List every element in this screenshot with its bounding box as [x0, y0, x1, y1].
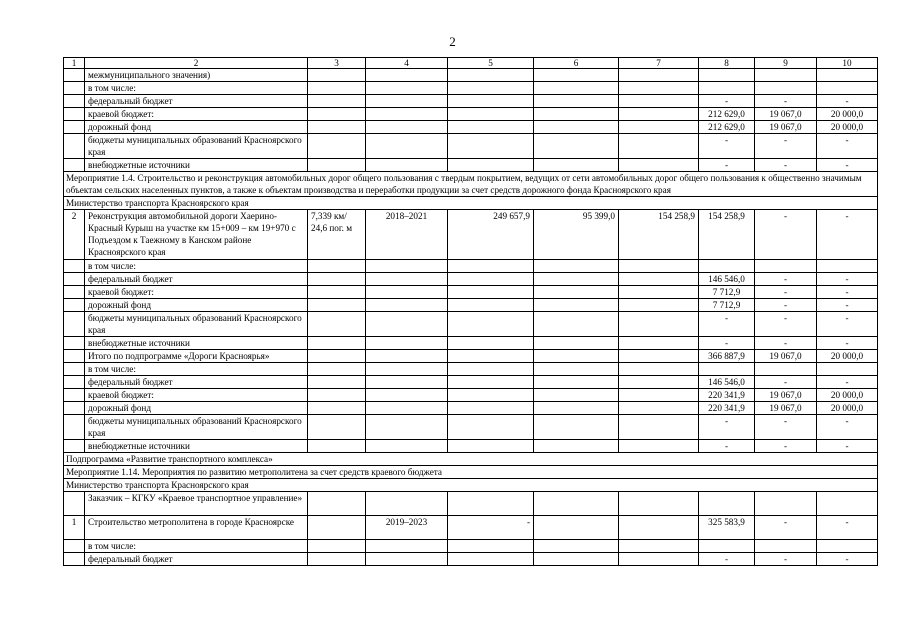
table-cell: [817, 540, 878, 553]
table-row: [64, 108, 878, 121]
table-cell: 2019–2023: [366, 516, 448, 540]
table-cell: 154 258,9: [619, 210, 699, 260]
table-cell: [366, 363, 448, 376]
table-cell: [699, 492, 755, 516]
table-cell: [308, 440, 366, 453]
table-cell: -: [755, 312, 817, 337]
table-cell: [366, 299, 448, 312]
table-cell: [534, 299, 619, 312]
table-cell: [619, 337, 699, 350]
table-cell: [366, 350, 448, 363]
table-cell: -: [699, 95, 755, 108]
table-cell: 7,339 км/ 24,6 пог. м: [308, 210, 366, 260]
table-cell: [534, 286, 619, 299]
table-cell: бюджеты муниципальных образований Красноярского края: [85, 134, 308, 159]
table-cell: [534, 134, 619, 159]
table-cell: [619, 350, 699, 363]
table-cell: 325 583,9: [699, 516, 755, 540]
table-cell: [64, 299, 85, 312]
table-cell: [366, 312, 448, 337]
table-cell: [619, 440, 699, 453]
section-row: [64, 453, 878, 466]
table-cell: [366, 540, 448, 553]
table-cell: -: [755, 210, 817, 260]
header-cell: 3: [308, 58, 366, 69]
table-cell: 154 258,9: [699, 210, 755, 260]
table-cell: [308, 492, 366, 516]
table-cell: -: [817, 210, 878, 260]
table-cell: [534, 337, 619, 350]
table-cell: [64, 95, 85, 108]
table-cell: [448, 260, 534, 273]
table-cell: -: [755, 415, 817, 440]
table-cell: [534, 121, 619, 134]
table-cell: 146 546,0: [699, 376, 755, 389]
table-cell: [817, 492, 878, 516]
table-cell: [619, 159, 699, 172]
table-row: [64, 312, 878, 337]
table-cell: [619, 69, 699, 82]
table-cell: [64, 273, 85, 286]
table-cell: -: [817, 376, 878, 389]
table-cell: 2018–2021: [366, 210, 448, 260]
table-cell: Строительство метрополитена в городе Красноярске: [85, 516, 308, 540]
table-cell: 19 067,0: [755, 108, 817, 121]
table-cell: [366, 121, 448, 134]
table-cell: [448, 286, 534, 299]
table-cell: [308, 363, 366, 376]
table-cell: -: [817, 299, 878, 312]
table-cell: [64, 337, 85, 350]
table-cell: [619, 108, 699, 121]
table-cell: [619, 82, 699, 95]
table-cell: [534, 415, 619, 440]
table-cell: [308, 337, 366, 350]
table-cell: [308, 95, 366, 108]
table-cell: [308, 299, 366, 312]
table-cell: 212 629,0: [699, 121, 755, 134]
table-cell: [366, 273, 448, 286]
table-cell: -: [817, 337, 878, 350]
table-cell: [64, 389, 85, 402]
table-cell: [308, 540, 366, 553]
table-cell: [755, 69, 817, 82]
table-cell: бюджеты муниципальных образований Красноярского края: [85, 415, 308, 440]
table-cell: [366, 376, 448, 389]
table-cell: [699, 69, 755, 82]
table-cell: [699, 82, 755, 95]
table-cell: [619, 540, 699, 553]
table-cell: 146 546,0: [699, 273, 755, 286]
table-cell: [619, 286, 699, 299]
table-cell: [64, 312, 85, 337]
table-cell: -: [699, 159, 755, 172]
table-row: [64, 350, 878, 363]
table-row: [64, 553, 878, 566]
table-cell: внебюджетные источники: [85, 159, 308, 172]
section-row: [64, 466, 878, 479]
table-cell: -: [699, 553, 755, 566]
table-cell: [448, 312, 534, 337]
table-cell: [448, 108, 534, 121]
table-cell: [64, 286, 85, 299]
table-cell: -: [817, 553, 878, 566]
table-cell: 1: [64, 516, 85, 540]
table-cell: [448, 82, 534, 95]
table-cell: 20 000,0: [817, 389, 878, 402]
table-cell: [64, 376, 85, 389]
table-cell: [755, 492, 817, 516]
table-cell: -: [755, 376, 817, 389]
header-cell: 9: [755, 58, 817, 69]
header-cell: 8: [699, 58, 755, 69]
table-cell: [448, 540, 534, 553]
table-row: [64, 286, 878, 299]
table-cell: [308, 376, 366, 389]
table-cell: 212 629,0: [699, 108, 755, 121]
table-cell: в том числе:: [85, 82, 308, 95]
table-cell: [534, 553, 619, 566]
table-cell: -: [755, 299, 817, 312]
table-cell: [64, 440, 85, 453]
table-cell: [699, 540, 755, 553]
table-cell: [64, 82, 85, 95]
table-cell: [64, 260, 85, 273]
table-cell: [308, 69, 366, 82]
table-cell: [534, 389, 619, 402]
table-cell: [619, 260, 699, 273]
table-cell: [619, 363, 699, 376]
section-title: Министерство транспорта Красноярского края: [64, 197, 878, 210]
table-row: [64, 337, 878, 350]
table-cell: в том числе:: [85, 260, 308, 273]
table-cell: [448, 376, 534, 389]
table-cell: [534, 376, 619, 389]
table-cell: [366, 415, 448, 440]
table-cell: [619, 492, 699, 516]
header-cell: 6: [534, 58, 619, 69]
budget-table: [63, 57, 878, 566]
table-cell: 220 341,9: [699, 402, 755, 415]
table-cell: [534, 159, 619, 172]
table-cell: [64, 121, 85, 134]
table-cell: [308, 516, 366, 540]
table-cell: -: [755, 337, 817, 350]
table-cell: [817, 363, 878, 376]
section-title: Подпрограмма «Развитие транспортного комплекса»: [64, 453, 878, 466]
table-cell: в том числе:: [85, 363, 308, 376]
table-cell: [755, 363, 817, 376]
table-cell: -: [755, 553, 817, 566]
section-title: Мероприятие 1.4. Строительство и реконструкция автомобильных дорог общего пользования с твердым покрытием, ведущих от сети автомобильных дорог общего пользования к общественно значимым объектам сельских населенных пунктов, а также к объектам производства и переработки продукции за счет средств дорожного фонда Красноярского края: [64, 172, 878, 197]
table-cell: -: [755, 286, 817, 299]
table-cell: [534, 540, 619, 553]
table-cell: [64, 363, 85, 376]
table-cell: Итого по подпрограмме «Дороги Красноярья»: [85, 350, 308, 363]
table-cell: [534, 69, 619, 82]
table-cell: [448, 402, 534, 415]
table-cell: 20 000,0: [817, 121, 878, 134]
table-cell: [619, 553, 699, 566]
table-cell: [448, 159, 534, 172]
section-row: [64, 197, 878, 210]
table-cell: [64, 159, 85, 172]
table-cell: -: [755, 95, 817, 108]
table-cell: [619, 312, 699, 337]
table-row: [64, 540, 878, 553]
table-row: [64, 402, 878, 415]
table-cell: 220 341,9: [699, 389, 755, 402]
table-cell: краевой бюджет:: [85, 286, 308, 299]
header-row: [64, 58, 878, 69]
table-cell: [308, 134, 366, 159]
table-row: [64, 121, 878, 134]
table-cell: -: [817, 516, 878, 540]
table-row: [64, 440, 878, 453]
table-row: [64, 69, 878, 82]
table-cell: [448, 337, 534, 350]
table-cell: -: [755, 440, 817, 453]
table-cell: краевой бюджет:: [85, 389, 308, 402]
table-cell: федеральный бюджет: [85, 273, 308, 286]
table-row: [64, 210, 878, 260]
header-cell: 2: [85, 58, 308, 69]
table-cell: [619, 273, 699, 286]
table-cell: [308, 108, 366, 121]
table-cell: межмуниципального значения): [85, 69, 308, 82]
table-cell: федеральный бюджет: [85, 553, 308, 566]
table-cell: [534, 108, 619, 121]
table-cell: [619, 376, 699, 389]
table-row: [64, 415, 878, 440]
table-cell: [755, 82, 817, 95]
header-cell: 10: [817, 58, 878, 69]
table-cell: -: [755, 273, 817, 286]
header-cell: 1: [64, 58, 85, 69]
table-cell: [448, 299, 534, 312]
table-cell: [366, 337, 448, 350]
table-cell: [448, 350, 534, 363]
table-cell: [308, 159, 366, 172]
table-cell: [308, 273, 366, 286]
table-row: [64, 492, 878, 516]
table-cell: [448, 440, 534, 453]
table-cell: [64, 540, 85, 553]
table-cell: -: [755, 159, 817, 172]
table-cell: 95 399,0: [534, 210, 619, 260]
table-cell: [366, 82, 448, 95]
table-cell: [448, 95, 534, 108]
table-cell: [64, 350, 85, 363]
table-cell: дорожный фонд: [85, 299, 308, 312]
table-cell: в том числе:: [85, 540, 308, 553]
table-cell: [448, 553, 534, 566]
table-cell: 249 657,9: [448, 210, 534, 260]
table-cell: -: [817, 95, 878, 108]
table-cell: [534, 350, 619, 363]
table-row: [64, 260, 878, 273]
table-cell: Заказчик – КГКУ «Краевое транспортное управление»: [85, 492, 308, 516]
table-cell: [366, 134, 448, 159]
table-cell: [64, 108, 85, 121]
table-cell: [817, 82, 878, 95]
table-cell: [64, 69, 85, 82]
table-cell: 366 887,9: [699, 350, 755, 363]
table-cell: -: [817, 273, 878, 286]
table-cell: [366, 159, 448, 172]
table-cell: федеральный бюджет: [85, 95, 308, 108]
table-cell: [448, 134, 534, 159]
table-cell: бюджеты муниципальных образований Красноярского края: [85, 312, 308, 337]
table-cell: -: [699, 312, 755, 337]
table-cell: [366, 69, 448, 82]
table-cell: 20 000,0: [817, 108, 878, 121]
table-cell: -: [817, 440, 878, 453]
table-cell: [534, 402, 619, 415]
table-cell: [699, 363, 755, 376]
table-cell: [534, 312, 619, 337]
table-cell: 2: [64, 210, 85, 260]
table-cell: [448, 492, 534, 516]
table-cell: [366, 440, 448, 453]
table-cell: внебюджетные источники: [85, 337, 308, 350]
table-cell: 19 067,0: [755, 389, 817, 402]
table-cell: -: [699, 337, 755, 350]
table-cell: [448, 121, 534, 134]
table-cell: [619, 299, 699, 312]
table-cell: -: [755, 134, 817, 159]
table-cell: краевой бюджет:: [85, 108, 308, 121]
table-cell: [64, 134, 85, 159]
table-cell: [619, 121, 699, 134]
table-cell: Реконструкция автомобильной дороги Хаерино-Красный Курыш на участке км 15+009 – км 19+970 с Подъездом к Таежному в Канском районе Красноярского края: [85, 210, 308, 260]
table-cell: [64, 402, 85, 415]
table-cell: [366, 95, 448, 108]
table-cell: внебюджетные источники: [85, 440, 308, 453]
table-cell: [534, 440, 619, 453]
table-cell: [64, 492, 85, 516]
table-cell: 19 067,0: [755, 402, 817, 415]
table-cell: -: [817, 312, 878, 337]
table-cell: [448, 69, 534, 82]
table-cell: [308, 260, 366, 273]
table-cell: -: [699, 134, 755, 159]
table-cell: -: [699, 415, 755, 440]
table-row: [64, 159, 878, 172]
table-cell: 7 712,9: [699, 299, 755, 312]
table-row: [64, 82, 878, 95]
table-cell: [366, 553, 448, 566]
section-row: [64, 172, 878, 197]
table-cell: [817, 260, 878, 273]
header-cell: 4: [366, 58, 448, 69]
table-cell: [308, 286, 366, 299]
table-row: [64, 516, 878, 540]
table-cell: [534, 273, 619, 286]
table-cell: [619, 95, 699, 108]
table-cell: дорожный фонд: [85, 402, 308, 415]
table-row: [64, 363, 878, 376]
header-cell: 5: [448, 58, 534, 69]
table-cell: [534, 260, 619, 273]
table-cell: -: [817, 134, 878, 159]
table-cell: [534, 95, 619, 108]
table-cell: [448, 415, 534, 440]
header-cell: 7: [619, 58, 699, 69]
table-cell: 19 067,0: [755, 121, 817, 134]
table-cell: [817, 69, 878, 82]
table-cell: [366, 402, 448, 415]
table-cell: -: [448, 516, 534, 540]
table-cell: [448, 389, 534, 402]
table-cell: [448, 363, 534, 376]
table-cell: [308, 350, 366, 363]
table-cell: [619, 415, 699, 440]
table-cell: федеральный бюджет: [85, 376, 308, 389]
table-cell: [366, 389, 448, 402]
table-cell: [619, 134, 699, 159]
table-cell: -: [755, 516, 817, 540]
table-cell: -: [817, 286, 878, 299]
table-cell: [308, 312, 366, 337]
table-cell: 19 067,0: [755, 350, 817, 363]
table-cell: [534, 492, 619, 516]
table-row: [64, 134, 878, 159]
table-cell: [366, 286, 448, 299]
table-cell: [448, 273, 534, 286]
table-cell: [64, 415, 85, 440]
table-cell: [619, 402, 699, 415]
table-cell: [308, 121, 366, 134]
table-cell: [308, 389, 366, 402]
section-title: Мероприятие 1.14. Мероприятия по развитию метрополитена за счет средств краевого бюджета: [64, 466, 878, 479]
table-cell: [308, 402, 366, 415]
table-row: [64, 299, 878, 312]
table-cell: дорожный фонд: [85, 121, 308, 134]
table-cell: [308, 415, 366, 440]
table-cell: [366, 260, 448, 273]
table-cell: [755, 540, 817, 553]
table-cell: [755, 260, 817, 273]
table-cell: 20 000,0: [817, 402, 878, 415]
table-row: [64, 376, 878, 389]
table-cell: [619, 389, 699, 402]
table-cell: [308, 82, 366, 95]
table-row: [64, 273, 878, 286]
table-cell: [534, 82, 619, 95]
table-cell: [699, 260, 755, 273]
table-cell: [64, 553, 85, 566]
table-cell: [308, 553, 366, 566]
table-cell: [534, 516, 619, 540]
table-cell: 7 712,9: [699, 286, 755, 299]
table-cell: -: [817, 415, 878, 440]
section-title: Министерство транспорта Красноярского края: [64, 479, 878, 492]
table-cell: [619, 516, 699, 540]
page-number: 2: [449, 34, 456, 49]
table-row: [64, 95, 878, 108]
table-cell: [534, 363, 619, 376]
table-row: [64, 389, 878, 402]
table-cell: -: [699, 440, 755, 453]
table-cell: [366, 108, 448, 121]
table-cell: 20 000,0: [817, 350, 878, 363]
table-cell: -: [817, 159, 878, 172]
section-row: [64, 479, 878, 492]
table-cell: [366, 492, 448, 516]
